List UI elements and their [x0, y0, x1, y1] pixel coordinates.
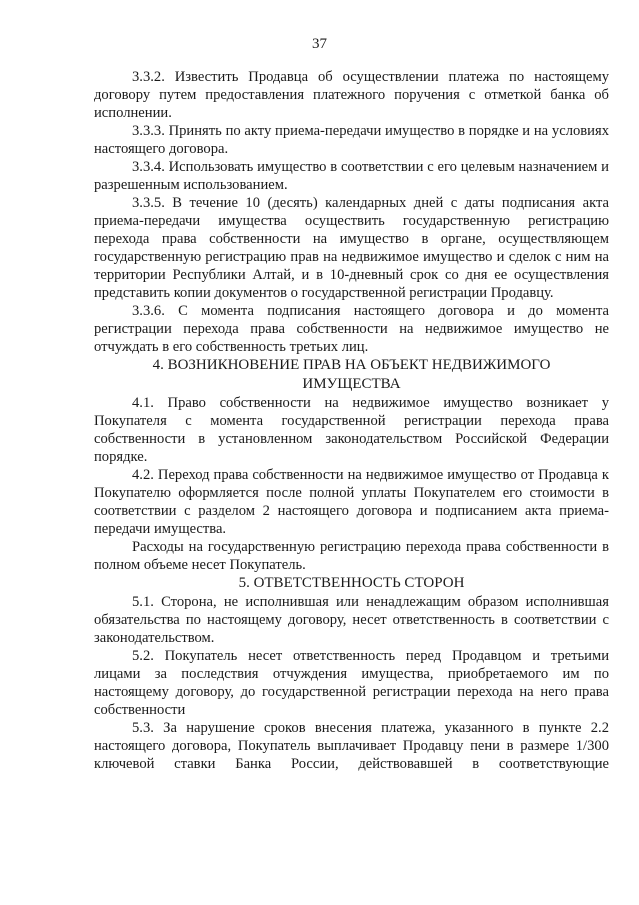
clause-4-2-expenses: Расходы на государственную регистрацию перехода права собственности в полном объеме несет Покупатель.: [94, 539, 609, 573]
page-number: 37: [312, 36, 327, 52]
document-body: [94, 68, 609, 773]
clause-4-1: 4.1. Право собственности на недвижимое имущество возникает у Покупателя с момента государственной регистрации перехода права собственности в установленном законодательством Российской Федерации порядке.: [94, 395, 609, 465]
clause-3-3-2: 3.3.2. Известить Продавца об осуществлении платежа по настоящему договору путем предоставления платежного поручения с отметкой банка об исполнении.: [94, 69, 609, 121]
section-4-heading: 4. ВОЗНИКНОВЕНИЕ ПРАВ НА ОБЪЕКТ НЕДВИЖИМОГО ИМУЩЕСТВА: [152, 357, 551, 392]
clause-3-3-3: 3.3.3. Принять по акту приема-передачи имущество в порядке и на условиях настоящего договора.: [94, 123, 609, 157]
clause-4-2: 4.2. Переход права собственности на недвижимое имущество от Продавца к Покупателю оформляется после полной уплаты Покупателем его стоимости в соответствии с разделом 2 настоящего договора и подписанием акта приема-передачи имущества.: [94, 467, 609, 537]
clause-5-2: 5.2. Покупатель несет ответственность перед Продавцом и третьими лицами за последствия отчуждения имущества, приобретаемого им по настоящему договору, до государственной регистрации перехода на него права собственности: [94, 648, 609, 718]
section-5-heading: 5. ОТВЕТСТВЕННОСТЬ СТОРОН: [238, 575, 465, 591]
clause-5-3: 5.3. За нарушение сроков внесения платежа, указанного в пункте 2.2 настоящего договора, Покупатель выплачивает Продавцу пени в размере 1/300 ключевой ставки Банка России, действовавшей в соответствующие: [94, 720, 609, 772]
clause-3-3-5: 3.3.5. В течение 10 (десять) календарных дней с даты подписания акта приема-передачи имущества осуществить государственную регистрацию перехода права собственности на имущество в органе, осуществляющем государственную регистрацию прав на недвижимое имущество и сделок с ним на территории Республики Алтай, и в 10-дневный срок со дня ее осуществления представить копии документов о государственной регистрации Продавцу.: [94, 195, 609, 301]
clause-5-1: 5.1. Сторона, не исполнившая или ненадлежащим образом исполнившая обязательства по настоящему договору, несет ответственность в соответствии с законодательством.: [94, 594, 609, 646]
clause-3-3-6: 3.3.6. С момента подписания настоящего договора и до момента регистрации перехода права собственности на недвижимое имущество не отчуждать в его собственность третьих лиц.: [94, 303, 609, 355]
clause-3-3-4: 3.3.4. Использовать имущество в соответствии с его целевым назначением и разрешенным использованием.: [94, 159, 609, 193]
